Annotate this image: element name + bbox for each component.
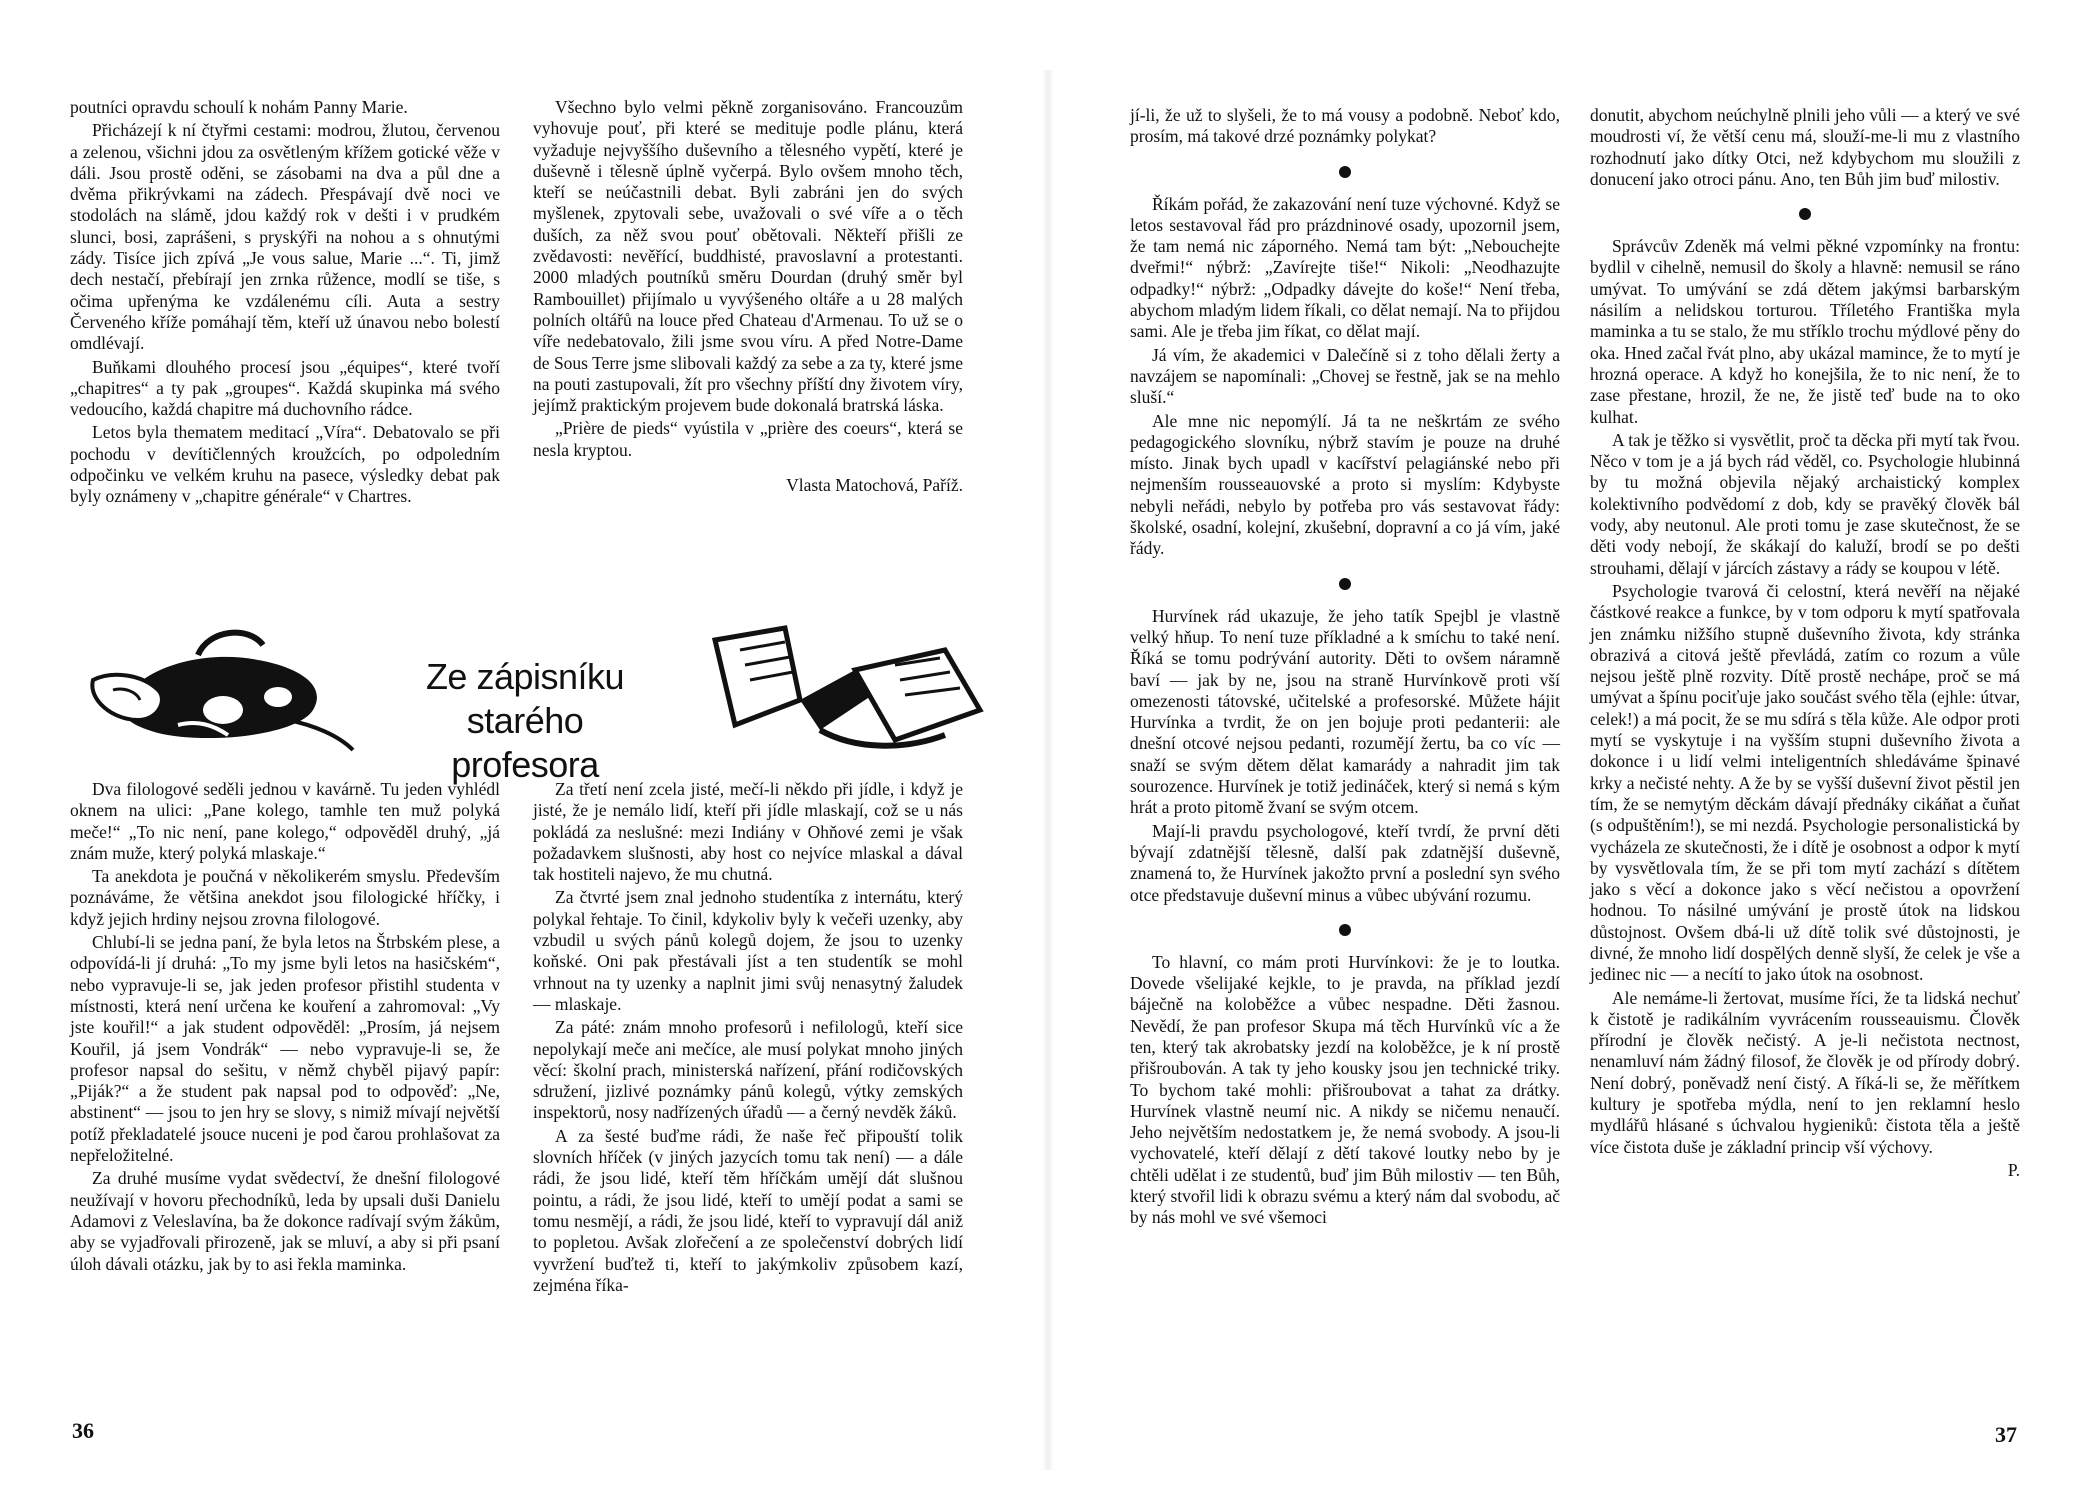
paragraph: Ta anekdota je poučná v několikerém smyslu. Především poznáváme, že většina anekdot jsou filologické hříčky, i když jejich hrdiny nejsou zrovna filologové.: [70, 866, 500, 929]
left-col2-top: [533, 97, 963, 498]
paragraph: Ale mne nic nepomýlí. Já ta ne neškrtám ze svého pedagogického slovníku, nýbrž stavím je pouze na druhé místo. Jinak bych upadl v kacířství pelagiánské nebo při nejmenším rousseauovské a proto si myslím: Kdybyste nebyli neřádi, nebylo by potřeba pro vás sestavovat řády: školské, osadní, kolejní, zkušební, dopravní a co já vím, jaké řády.: [1130, 410, 1560, 559]
page-number-left: 36: [72, 1418, 94, 1443]
paragraph: jí-li, že už to slyšeli, že to má vousy a podobně. Neboť kdo, prosím, má takové drzé poznámky polykat?: [1130, 105, 1560, 147]
page-number-right: 37: [1995, 1422, 2017, 1447]
paragraph: Za třetí není zcela jisté, mečí-li někdo při jídle, i když je jisté, že je nemálo lidí, kteří při jídle mlaskají, což se u nás pokládá za neslušné: mezi Indiány v Ohňové zemi je však požadavkem slušnosti, aby host co nejvíce mlaskal a dával tak hostiteli najevo, že mu chutná.: [533, 779, 963, 885]
right-col1: [1130, 105, 1560, 1231]
paragraph: Mají-li pravdu psychologové, kteří tvrdí, že první děti bývají zdatnější tělesně, další pak zdatnější duševně, znamená to, že Hurvínek jakožto první a poslední syn svého otce představuje duševní minus a vůbec ubývání rozumu.: [1130, 820, 1560, 905]
paragraph: Říkám pořád, že zakazování není tuze výchovné. Když se letos sestavoval řád pro prázdninové osady, upozornil jsem, že tam nemá nic záporného. Nemá tam být: „Nebouchejte dveřmi!“ nýbrž: „Zavírejte tiše!“ Nikoli: „Neodhazujte odpadky!“ nýbrž: „Odpadky dávejte do koše!“ Není třeba, abychom mladým lidem říkali, co dělat nemají. Na to přijdou sami. Ale je třeba jim říkat, co dělat mají.: [1130, 193, 1560, 342]
left-col1-top: [70, 97, 500, 510]
article-title: [395, 655, 655, 787]
open-book-illustration: [705, 620, 995, 765]
paragraph: To hlavní, co mám proti Hurvínkovi: že je to loutka. Dovede všelijaké kejkle, to je pravda, na příklad jezdí báječně na koloběžce a vůbec nespadne. Děti žasnou. Nevědí, že pan profesor Skupa má těch Hurvínků víc a že ten, který tak akrobatsky jezdí na koloběžce, je k ní prostě přišroubován. A tak ty jeho kousky jsou jen technické triky. To bychom také mohli: přišroubovat a tahat za drátky. Hurvínek vlastně neumí nic. A nikdy se ničemu nenaučí. Jeho největším nedostatkem je, že nemá svobody. A jsou-li vychovatelé, kteří dělají z dětí takové loutky nebo by je chtěli udělat i ze studentů, buď jim Bůh milostiv — ten Bůh, který stvořil lidi k obrazu svému a který nám dal svobodu, ač by nás mohl ve své všemoci: [1130, 951, 1560, 1228]
paragraph: donutit, abychom neúchylně plnili jeho vůli — a který ve své moudrosti ví, že větší cenu má, slouží-me-li mu z vlastního rozhodnutí jako dítky Otci, než kdybychom mu sloužili z donucení jako otroci pánu. Ano, ten Bůh jim buď milostiv.: [1590, 105, 2020, 189]
section-bullet: [1339, 578, 1351, 590]
paragraph: poutníci opravdu schoulí k nohám Panny Marie.: [70, 97, 408, 117]
paragraph: Já vím, že akademici v Dalečíně si z toho dělali žerty a navzájem se napomínali: „Chovej se řestně, jak se na mehlo sluší.“: [1130, 344, 1560, 408]
title-line: starého profesora: [451, 700, 599, 785]
paragraph: Chlubí-li se jedna paní, že byla letos na Štrbském plese, a odpovídá-li jí druhá: „To my jsme byli letos na hasičském“, nebo vypravuje-li se, jak jeden profesor přistihl studenta v místnosti, která není určena ke kouření a zahromoval: „Vy jste kouřil!“ a jak student odpověděl: „Prosím, já nejsem Kouřil, já jsem Vondrák“ — nebo vypravuje-li se, že profesor napsal do sešitu, v němž chyběl pijavý papír: „Piják?“ a že student pak napsal pod to odpověď: „Ne, abstinent“ — jsou to jen hry se slovy, s nimiž mívají největší potíž překladatelé jsouce nuceni je pod čarou prohlašovat za nepřeložitelné.: [70, 932, 500, 1166]
paragraph: Přicházejí k ní čtyřmi cestami: modrou, žlutou, červenou a zelenou, všichni jdou za osvětleným křížem gotické věže v dáli. Jsou prostě oděni, se zásobami na dva a půl dne a dvěma přikrývkami na zádech. Přespávají dvě noci ve stodolách na slámě, jdou každý rok v dešti i v prudkém slunci, bosi, zaprášeni, s pryskýři na nohou a s ohnutými zády. Tisíce jich zpívá „Je vous salue, Marie ...“. Ti, jimž dech nestačí, přebírají jen zrnka růžence, modlí se tiše, s očima upřenýma ke vzdálenému cíli. Auta a sestry Červeného kříže pomáhají těm, kteří už únavou nebo bolestí omdlévají.: [70, 120, 500, 354]
signature: Vlasta Matochová, Paříž.: [786, 475, 963, 496]
paragraph: Hurvínek rád ukazuje, že jeho tatík Spejbl je vlastně velký hňup. To není tuze příkladné a k smíchu to také není. Říká se tomu podrývání autority. Děti to ovšem náramně baví — jak by ne, jsou na straně Hurvínkově proti vší omezenosti tátovské, učitelské a profesorské. Můžete hájit Hurvínka a tvrdit, že on jen bojuje proti pedanterii: ale dnešní otcové nejsou pedanti, rozumějí žertu, ba co víc — snaží se svým dětem dělat kamarády a nahradit jim tak sourozence. Hurvínek je totiž jedináček, který si nemá s kým hrát a proto pitomě žvaní se svým otcem.: [1130, 605, 1560, 818]
paragraph: Za čtvrté jsem znal jednoho studentíka z internátu, který polykal řehtaje. To činil, kdykoliv byly k večeři uzenky, aby vzbudil u svých pánů kolegů dojem, že jsou to uzenky koňské. Oni pak přestávali jíst a ten studentík se mohl vrhnout na ty uzenky a naplnit jimi svůj nenasytný žaludek — mlaskaje.: [533, 887, 963, 1014]
signature: P.: [2007, 1159, 2020, 1180]
paragraph: „Prière de pieds“ vyústila v „prière des coeurs“, která se nesla kryptou.: [533, 418, 963, 460]
section-bullet: [1339, 166, 1351, 178]
paragraph: Všechno bylo velmi pěkně zorganisováno. Francouzům vyhovuje pouť, při které se medituje podle plánu, která vyžaduje nejvyššího duševního a tělesného vypětí, které je duševně i tělesně úplně vyčerpá. Bylo ovšem mnoho těch, kteří se neúčastnili debat. Byli zabráni jen do svých myšlenek, zpytovali sebe, uvažovali o své víře a o těch duších, za něž svou pouť obětovali. Někteří přišli ze zvědavosti: nevěřící, buddhisté, pravoslavní a protestanti. 2000 mladých poutníků směru Dourdan (druhý směr byl Rambouillet) přijímalo u vyvýšeného oltáře a u 28 malých polních oltářů na louce před Chateau d'Armenau. To už se o víře nedebatovalo, žili jsme svou víru. A před Notre-Dame de Sous Terre jsme slibovali každý za sebe a za ty, které jsme na pouti zastupovali, žít pro všechny příští dny životem víry, jejímž praktickým projevem bude dokonalá bratrská láska.: [533, 97, 963, 416]
paragraph: Letos byla thematem meditací „Víra“. Debatovalo se při pochodu v devítičlenných kroužcích, po odpoledním odpočinku ve velkém kruhu na pasece, výsledky debat pak byly oznámeny v „chapitre générale“ v Chartres.: [70, 422, 500, 507]
paragraph: Správcův Zdeněk má velmi pěkné vzpomínky na frontu: bydlil v cihelně, nemusil do školy a hlavně: nemusil se ráno umývat. To umývání se zdá dětem jakýmsi barbarským násilím a nelidskou torturou. Tříletého Františka myla maminka a tu se stalo, že mu stříklo trochu mýdlové pěny do oka. Hned začal řvát plno, aby ukázal mamince, že to mytí je hrozná operace. A když ho konejšila, že to nic není, že to zase přestane, hrozil, že ne, že jistě teď bude na to oko kulhat.: [1590, 236, 2020, 427]
left-col1-bottom: [70, 779, 500, 1277]
paragraph: Za páté: znám mnoho profesorů i nefilologů, kteří sice nepolykají meče ani mečíce, ale musí polykat mnoho jiných věcí: školní prach, ministerská nařízení, přání rodičovských sdružení, jizlivé poznámky pánů kolegů, výtky zemských inspektorů, nosy nadřízených úřadů — a černý nevděk žáků.: [533, 1017, 963, 1123]
title-line: Ze zápisníku: [425, 656, 625, 697]
suitcase-illustration: [88, 625, 368, 755]
right-col2: [1590, 105, 2020, 1183]
left-col2-bottom: [533, 779, 963, 1298]
paragraph: A za šesté buďme rádi, že naše řeč připouští tolik slovních hříček (v jiných jazycích tomu tak není) — a dále rádi, že jsou lidé, kteří těm hříčkám umějí dát slušnou pointu, a rádi, že jsou lidé, kteří to umějí podat a sami se tomu nesmějí, a rádi, že jsou lidé, kteří to vypravují dál aniž to popletou. Avšak zlořečení a ze společenství dobrých lidí vyvržení buďtež ti, kteří to jakýmkoliv způsobem kazí, zejména říka-: [533, 1125, 963, 1295]
paragraph: A tak je těžko si vysvětlit, proč ta děcka při mytí tak řvou. Něco v tom je a já bych rád věděl, co. Psychologie hlubinná by tu možná objevila nějaký archaistický komplex kolektivního podvědomí z dob, kdy se pravěký člověk bál vody, aby neutonul. Ale proti tomu je zase skutečnost, že se děti vody nebojí, že skákají do kaluží, brodí se po dešti strouhami, dělají v járcích zástavy a rády se koupou v létě.: [1590, 429, 2020, 578]
paragraph: Dva filologové seděli jednou v kavárně. Tu jeden vyhlédl oknem na ulici: „Pane kolego, tamhle ten muž polyká meče!“ „To nic není, pane kolego,“ odpověděl druhý, „já znám muže, který polyká mlaskaje.“: [70, 779, 500, 863]
section-bullet: [1339, 924, 1351, 936]
paragraph: Buňkami dlouhého procesí jsou „équipes“, které tvoří „chapitres“ a ty pak „groupes“. Každá skupinka má svého vedoucího, každá chapitre má duchovního rádce.: [70, 356, 500, 420]
paragraph: Za druhé musíme vydat svědectví, že dnešní filologové neužívají v hovoru přechodníků, leda by upsali duši Danielu Adamovi z Veleslavína, ba že dokonce radívají svým žákům, aby se vyjadřovali přirozeně, jak se mluví, a aby si při psaní úloh dávali otázku, jak by to asi řekla maminka.: [70, 1168, 500, 1274]
section-bullet: [1799, 208, 1811, 220]
page-gutter: [1042, 70, 1054, 1470]
paragraph: Ale nemáme-li žertovat, musíme říci, že ta lidská nechuť k čistotě je radikálním vyvrácením rousseauismu. Člověk přírodní je člověk nečistý. A je-li nečistota nectnost, nenamluví nám žádný filosof, že člověk je od přírody dobrý. Není dobrý, poněvadž není čistý. A říká-li se, že měřítkem kultury je spotřeba mýdla, není to jen reklamní heslo mydlářů hlásané s úchvalou hygieniků: čistota těla a ještě více čistota duše je základní princip vší výchovy.: [1590, 987, 2020, 1157]
paragraph: Psychologie tvarová či celostní, která nevěří na nějaké částkové reakce a funkce, by v tom odporu k mytí spatřovala jen známku nižšího stupně duševního života, kdy stránka obrazivá a citová ještě převládá, zatím co rozum a vůle nejsou ještě plně rozvity. Dítě prostě nechápe, proč se má umývat a špínu pociťuje jako součást svého těla (ejhle: útvar, celek!) a má pocit, že se mu sdírá s těla kůže. Ale odpor proti mytí se vyskytuje i na vyšším stupni duševního života a dokonce i u lidí velmi inteligentních shledáváme špinavé krky a nečisté nehty. A že by se vyšší duševní život pěstil jen tím, že se nemytým děckám dávají přednáky cikáňat a čuňat (s odpuštěním!), se mi nezdá. Psychologie personalistická by vycházela ze skutečnosti, že i dítě je osobnost a odpor k mytí by vysvětlovala tím, že se při tom mytí zachází s dítětem jako s věcí a dokonce jako s věcí nečistou a opovržení hodnou. To násilné umývání je prostě útok na lidskou důstojnost. Ovšem dbá-li už dítě tolik své důstojnosti, je divné, že mnoho lidí dospělých denně slyší, že celek je vše a jedinec nic — a necítí to jako útok na osobnost.: [1590, 580, 2020, 985]
